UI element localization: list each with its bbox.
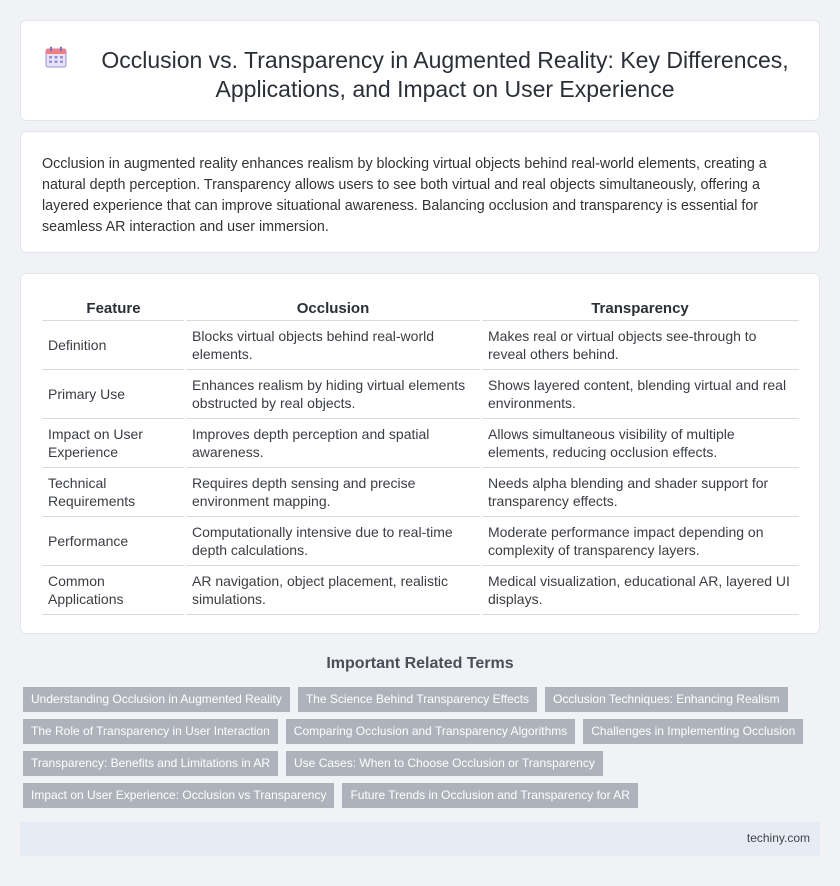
header-feature: Feature [42, 294, 185, 320]
table-row [42, 320, 799, 369]
comparison-card [20, 273, 820, 634]
occlusion-cell: Computationally intensive due to real-time depth calculations. [185, 516, 481, 565]
occlusion-cell: Improves depth perception and spatial awareness. [185, 418, 481, 467]
table-row [42, 516, 799, 565]
header-transparency: Transparency [481, 294, 799, 320]
occlusion-cell: AR navigation, object placement, realistic simulations. [185, 565, 481, 614]
related-term-tag[interactable]: Impact on User Experience: Occlusion vs Transparency [23, 783, 334, 808]
feature-cell: Primary Use [42, 369, 185, 418]
related-term-tag[interactable]: The Role of Transparency in User Interaction [23, 719, 278, 744]
transparency-cell: Moderate performance impact depending on complexity of transparency layers. [481, 516, 799, 565]
feature-cell: Technical Requirements [42, 467, 185, 516]
related-term-tag[interactable]: Challenges in Implementing Occlusion [583, 719, 803, 744]
calendar-icon [45, 46, 67, 68]
footer [20, 822, 820, 856]
related-term-tag[interactable]: Occlusion Techniques: Enhancing Realism [545, 687, 788, 712]
feature-cell: Definition [42, 320, 185, 369]
related-term-tag[interactable]: The Science Behind Transparency Effects [298, 687, 537, 712]
occlusion-cell: Enhances realism by hiding virtual elements obstructed by real objects. [185, 369, 481, 418]
table-row [42, 418, 799, 467]
transparency-cell: Needs alpha blending and shader support for transparency effects. [481, 467, 799, 516]
comparison-table [42, 294, 799, 615]
related-terms-heading: Important Related Terms [326, 655, 514, 672]
related-term-tag[interactable]: Transparency: Benefits and Limitations in AR [23, 751, 278, 776]
title-card [20, 20, 820, 121]
feature-cell: Common Applications [42, 565, 185, 614]
table-row [42, 467, 799, 516]
occlusion-cell: Blocks virtual objects behind real-world elements. [185, 320, 481, 369]
transparency-cell: Allows simultaneous visibility of multiple elements, reducing occlusion effects. [481, 418, 799, 467]
table-row [42, 565, 799, 614]
table-row [42, 369, 799, 418]
header-occlusion: Occlusion [185, 294, 481, 320]
feature-cell: Performance [42, 516, 185, 565]
transparency-cell: Makes real or virtual objects see-through to reveal others behind. [481, 320, 799, 369]
occlusion-cell: Requires depth sensing and precise environment mapping. [185, 467, 481, 516]
transparency-cell: Medical visualization, educational AR, layered UI displays. [481, 565, 799, 614]
table-header-row [42, 294, 799, 320]
feature-cell: Impact on User Experience [42, 418, 185, 467]
related-term-tag[interactable]: Comparing Occlusion and Transparency Algorithms [286, 719, 575, 744]
related-term-tag[interactable]: Use Cases: When to Choose Occlusion or Transparency [286, 751, 603, 776]
related-terms-list [23, 687, 813, 815]
transparency-cell: Shows layered content, blending virtual and real environments. [481, 369, 799, 418]
footer-site-name: techiny.com [746, 831, 810, 845]
related-term-tag[interactable]: Understanding Occlusion in Augmented Reality [23, 687, 290, 712]
intro-card [20, 131, 820, 253]
page-title: Occlusion vs. Transparency in Augmented Reality: Key Differences, Applications, and Impact on User Experience [101, 47, 789, 102]
intro-paragraph: Occlusion in augmented reality enhances realism by blocking virtual objects behind real-world elements, creating a natural depth perception. Transparency allows users to see both virtual and real objects simultaneously, offering a layered experience that can improve situational awareness. Balancing occlusion and transparency is essential for seamless AR interaction and user immersion. [42, 156, 767, 235]
related-term-tag[interactable]: Future Trends in Occlusion and Transparency for AR [342, 783, 637, 808]
